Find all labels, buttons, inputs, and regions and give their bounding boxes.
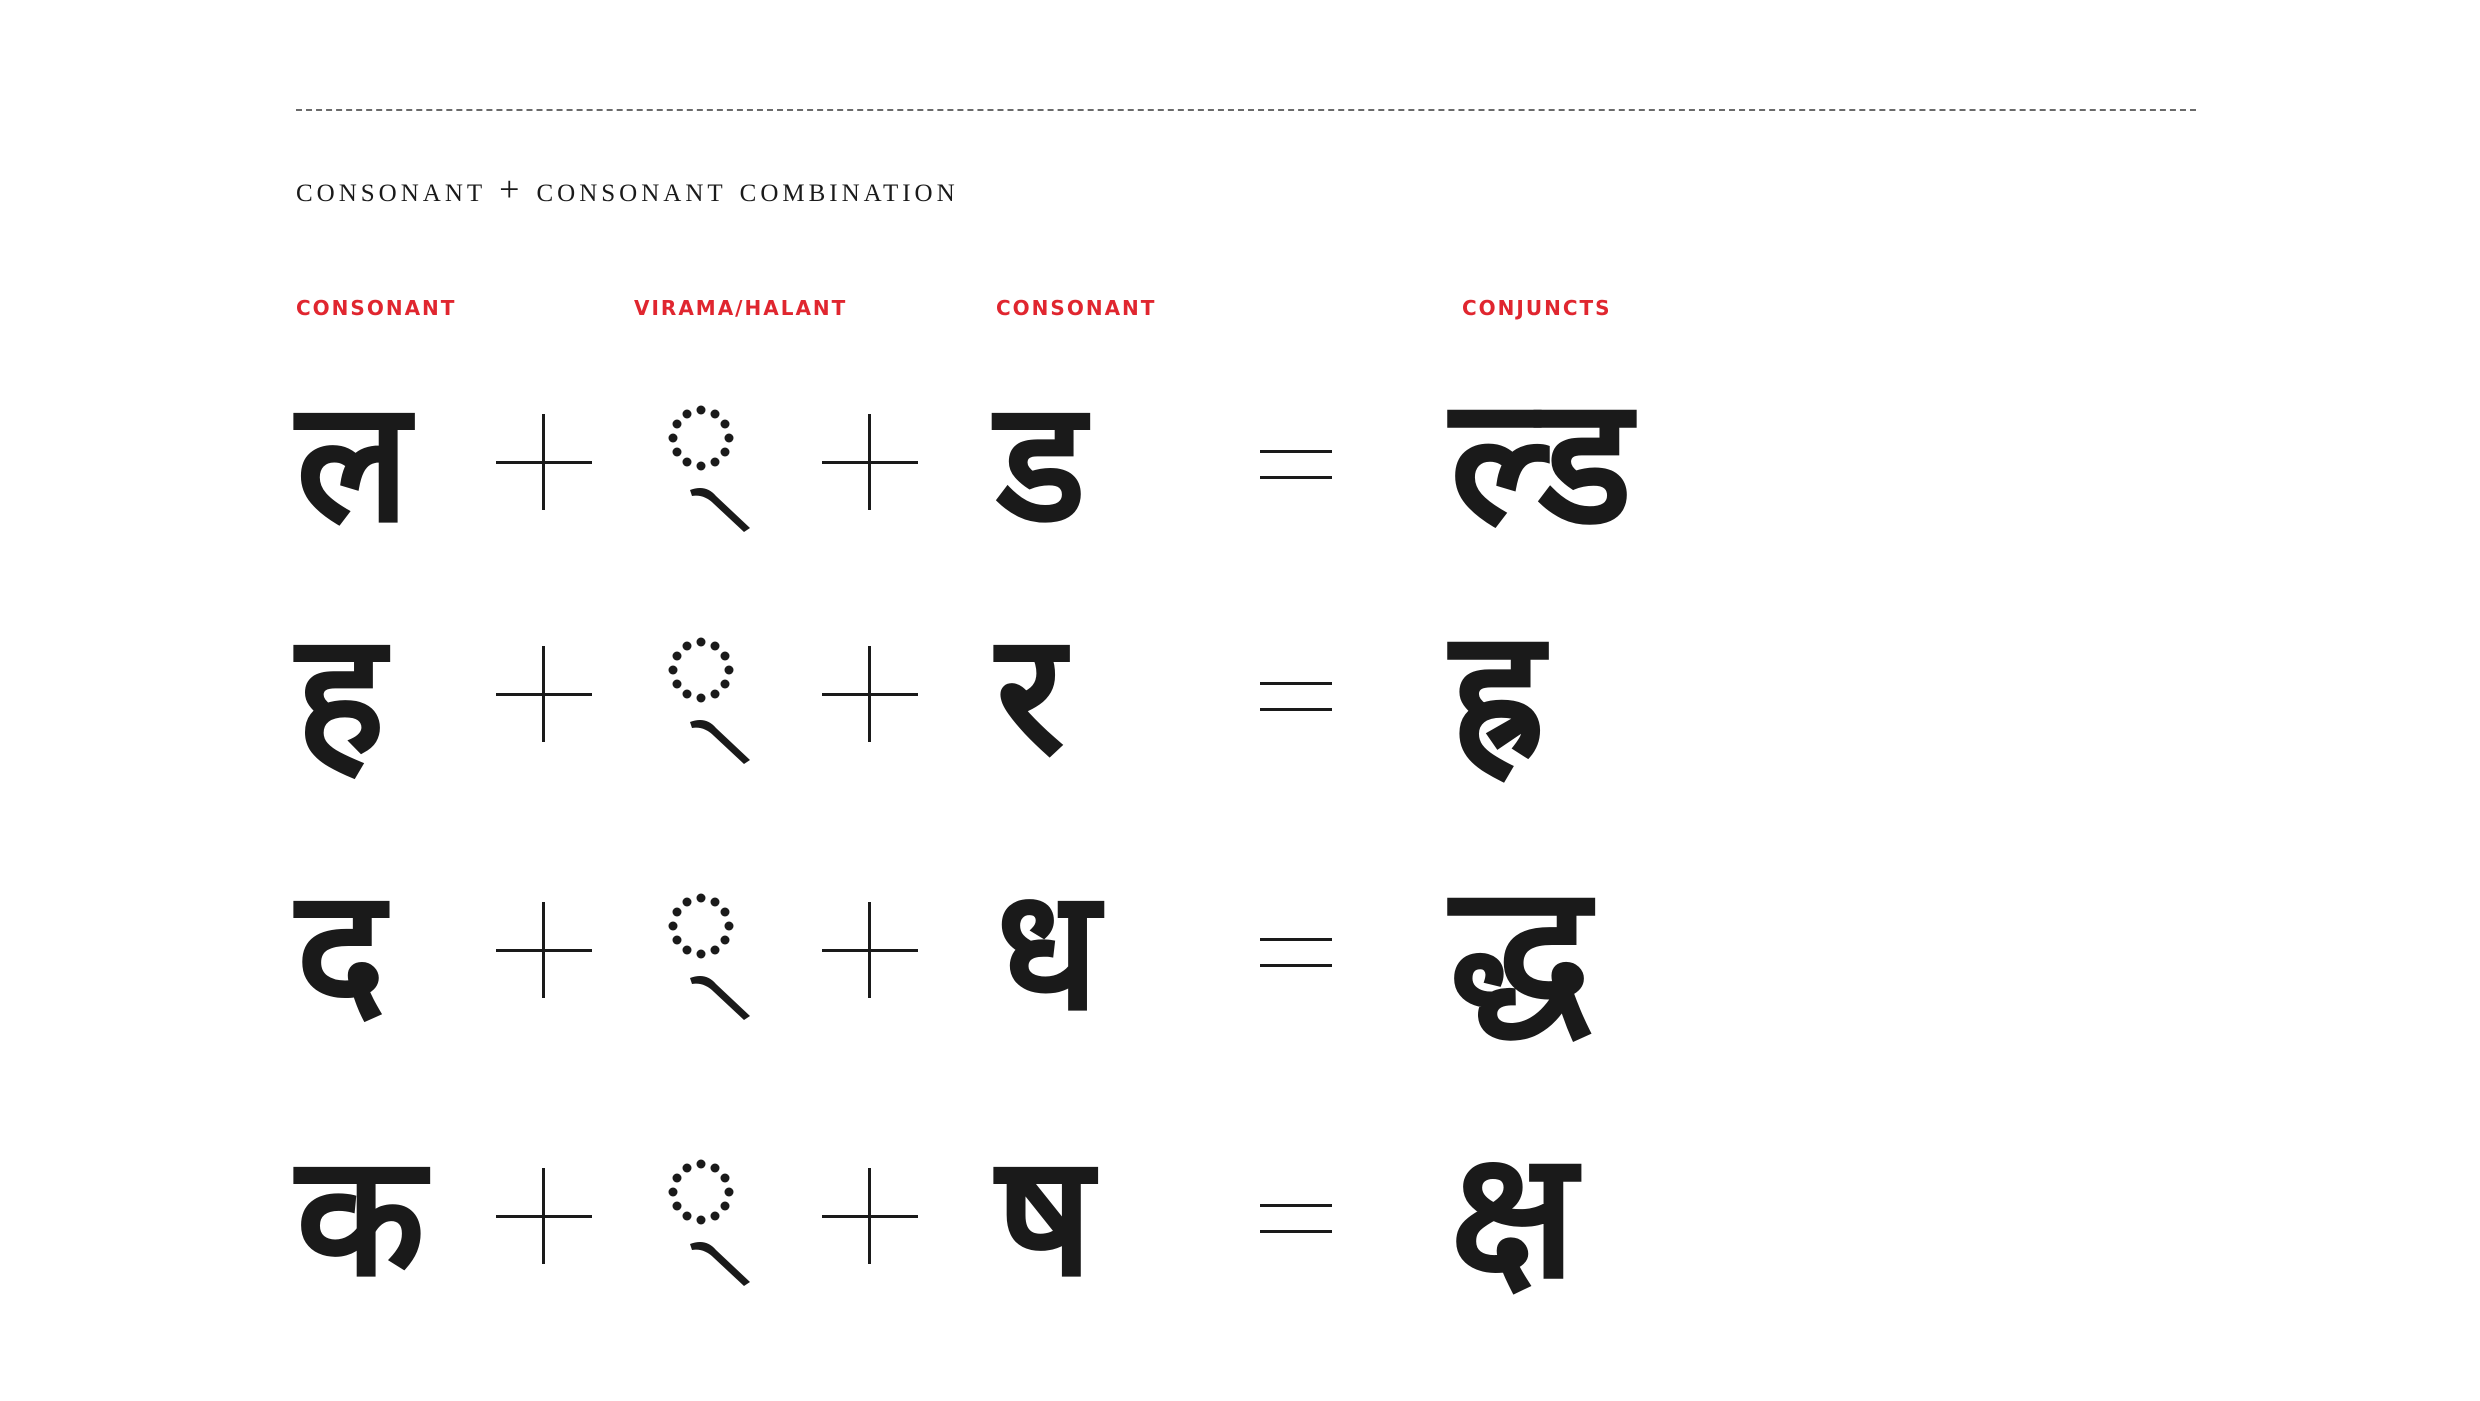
virama-halant-icon: [654, 594, 764, 794]
plus-icon: [822, 1116, 918, 1316]
conjunct-result: क्ष: [1450, 1113, 1577, 1318]
combination-row: [0, 847, 2480, 1052]
first-consonant: ल: [296, 364, 410, 560]
plus-icon: [822, 850, 918, 1050]
header-consonant-first: CONSONANT: [296, 296, 457, 320]
plus-icon: [822, 362, 918, 562]
conjunct-result: द्ध: [1450, 847, 1591, 1052]
second-consonant: ध: [996, 852, 1100, 1048]
equals-icon: [1260, 1116, 1332, 1316]
header-conjuncts: CONJUNCTS: [1462, 296, 1612, 320]
first-consonant: क: [296, 1118, 426, 1314]
combination-row: [0, 359, 2480, 564]
plus-icon: [496, 594, 592, 794]
virama-halant-icon: [654, 362, 764, 562]
virama-halant-icon: [654, 850, 764, 1050]
plus-icon: [822, 594, 918, 794]
header-consonant-second: CONSONANT: [996, 296, 1157, 320]
combination-row: [0, 1113, 2480, 1318]
plus-icon: [496, 362, 592, 562]
dashed-divider: [296, 109, 2196, 111]
second-consonant: ष: [996, 1118, 1094, 1314]
first-consonant: द: [296, 852, 386, 1048]
plus-icon: [496, 1116, 592, 1316]
second-consonant: ड: [996, 364, 1086, 560]
second-consonant: र: [996, 596, 1065, 792]
virama-halant-icon: [654, 1116, 764, 1316]
first-consonant: ह: [296, 596, 386, 792]
plus-icon: [496, 850, 592, 1050]
conjunct-result: ल्ड: [1450, 359, 1633, 564]
equals-icon: [1260, 850, 1332, 1050]
equals-icon: [1260, 362, 1332, 562]
header-virama: VIRAMA/HALANT: [634, 296, 848, 320]
section-title: consonant + consonant combination: [296, 169, 959, 209]
conjunct-result: ह्र: [1450, 591, 1544, 796]
equals-icon: [1260, 594, 1332, 794]
combination-row: [0, 591, 2480, 796]
